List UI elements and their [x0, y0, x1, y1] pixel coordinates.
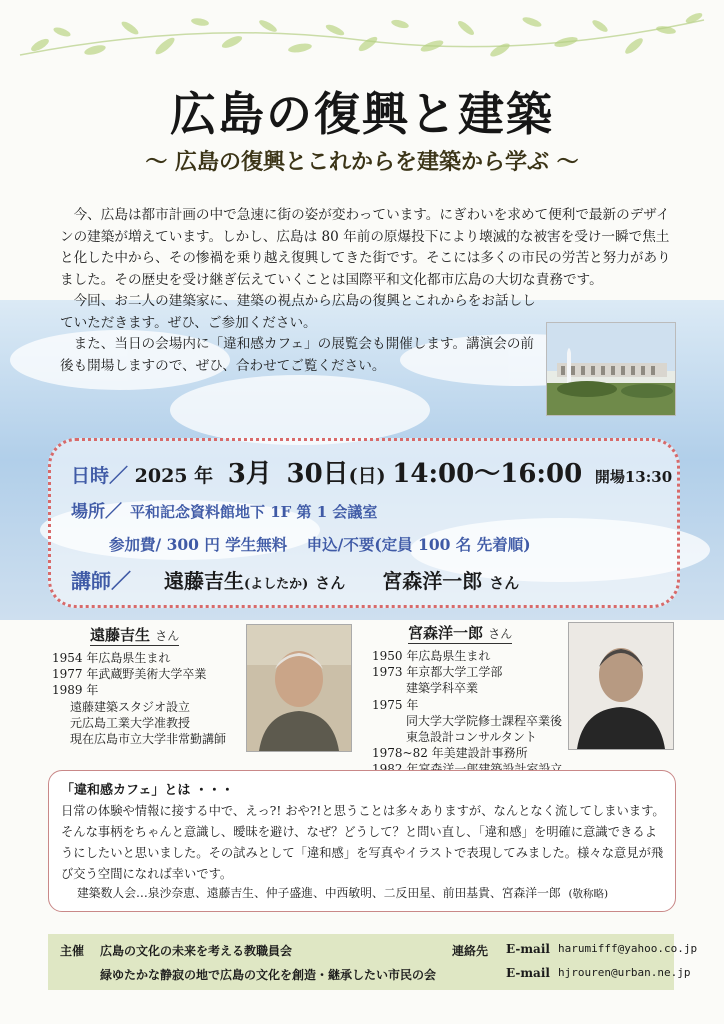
bio-line: 遠藤建築スタジオ設立: [70, 699, 191, 714]
email-label: E-mail: [506, 942, 550, 956]
fee-label: 参加費/: [109, 535, 162, 554]
speaker-row: [71, 565, 519, 594]
honorific: さん: [315, 574, 346, 592]
peace-memorial-photo: [546, 322, 676, 416]
date-label: 日時／: [71, 465, 129, 487]
speaker-1-reading: (よしたか): [243, 577, 309, 592]
bio-line: 1973 年京都大学工学部: [372, 665, 503, 680]
speaker-1-portrait: [246, 624, 352, 752]
page-subtitle: ～ 広島の復興とこれからを建築から学ぶ ～: [145, 150, 579, 175]
place-row: [71, 497, 377, 522]
fee-value: 300 円 学生無料: [166, 535, 288, 554]
event-weekday: (日): [348, 465, 386, 487]
intro-paragraph: 今、広島は都市計画の中で急速に街の姿が変わっています。にぎわいを求めて便利で最新のデザインの建築が増えています。しかし、広島は 80 年前の原爆投下により壊滅的な被害を受け一瞬で焦土と化した中から、その惨禍を乗り越え復興してきた街です。そこには多くの市民の労苦と努力がありました。その歴史を受け継ぎ伝えていくことは国際平和文化都市広島の大切な責務です。: [60, 207, 671, 288]
host-1: 広島の文化の未来を考える教職員会: [100, 944, 293, 958]
event-day: 30日: [286, 459, 349, 489]
place-value: 平和記念資料館地下 1F 第 1 会議室: [130, 503, 378, 521]
bio-2-lines: [372, 648, 562, 778]
bio-line: 建築学科卒業: [406, 681, 479, 696]
speaker-1-name: [164, 569, 352, 593]
apply-value: 不要(定員 100 名 先着順): [343, 535, 531, 554]
bio-1-lines: [52, 650, 226, 747]
bio-line: 元広島工業大学准教授: [70, 715, 191, 730]
contact-label: 連絡先: [452, 944, 489, 958]
cafe-members: [77, 884, 608, 901]
email-1: harumifff@yahoo.co.jp: [558, 942, 698, 955]
bio-line: 1978~82 年美建設計事務所: [372, 746, 528, 761]
bio-1-name: [90, 624, 179, 646]
honorific: さん: [489, 574, 520, 592]
event-info-box: [48, 438, 680, 608]
speaker-2-portrait: [568, 622, 674, 750]
speaker-1: 遠藤吉生: [163, 569, 244, 593]
organizer-footer: [48, 934, 698, 990]
apply-label: 申込/: [306, 535, 344, 554]
bio-line: 同大学大学院修士課程卒業後: [406, 713, 563, 728]
fee-row: [109, 533, 531, 555]
event-time: 14:00～16:00: [392, 459, 583, 489]
bio-line: 東急設計コンサルタント: [406, 730, 537, 745]
bio-line: 1989 年: [52, 683, 99, 698]
doors-open: 開場13:30: [594, 468, 673, 486]
speaker-2: 宮森洋一郎: [382, 569, 483, 593]
cafe-description-box: [48, 770, 676, 912]
bio-1-honorific: さん: [155, 629, 180, 643]
cafe-body: 日常の体験や情報に接する中で、えっ?! おや?!と思うことは多々ありますが、なんとなく流してしまいます。そんな事柄をちゃんと意識し、曖昧を避け、なぜ？どうして？と問い直し、「違和感」を明確に意識できるようにしたいと思いました。その試みとして「違和感」を写真やイラストで表現してみました。様々な意見が飛び交う空間になれば幸いです。: [61, 804, 665, 881]
page-title: 広島の復興と建築: [170, 87, 554, 141]
members-note: (敬称略): [568, 888, 609, 900]
leaf-garland-decoration: [0, 0, 724, 70]
bio-1-name-text: 遠藤吉生: [90, 626, 151, 644]
place-label: 場所／: [71, 502, 122, 522]
cafe-title: 「違和感カフェ」とは ・・・: [61, 783, 234, 798]
intro-paragraph: また、当日の会場内に「違和感カフェ」の展覧会も開催します。講演会の前後も開場しますので、ぜひ、合わせてご覧ください。: [60, 336, 535, 374]
bio-2-name-text: 宮森洋一郎: [408, 624, 484, 642]
date-row: [71, 453, 672, 490]
host-2: 緑ゆたかな静寂の地で広島の文化を創造・継承したい市民の会: [100, 968, 437, 982]
speaker-2-name: [382, 569, 519, 593]
bio-line: 現在広島市立大学非常勤講師: [70, 732, 227, 747]
bio-2-name: [408, 622, 512, 644]
event-year: 2025 年: [134, 465, 214, 487]
speaker-label: 講師／: [71, 569, 131, 593]
bio-line: 1977 年武蔵野美術大学卒業: [52, 667, 207, 682]
email-2: hjrouren@urban.ne.jp: [558, 966, 691, 979]
bio-line: 1950 年広島県生まれ: [372, 649, 491, 663]
bio-line: 1954 年広島県生まれ: [52, 651, 171, 665]
host-label: 主催: [60, 944, 85, 958]
members-list: 建築数人会…泉沙奈恵、遠藤吉生、仲子盛進、中西敏明、二反田星、前田基貴、宮森洋一郎: [77, 886, 561, 900]
intro-paragraph: 今回、お二人の建築家に、建築の視点から広島の復興とこれからをお話ししていただきます。ぜひ、ご参加ください。: [60, 293, 536, 331]
bio-2-honorific: さん: [488, 627, 513, 641]
email-label: E-mail: [506, 966, 550, 980]
bio-line: 1975 年: [372, 697, 419, 712]
event-month: 3月: [227, 459, 272, 489]
